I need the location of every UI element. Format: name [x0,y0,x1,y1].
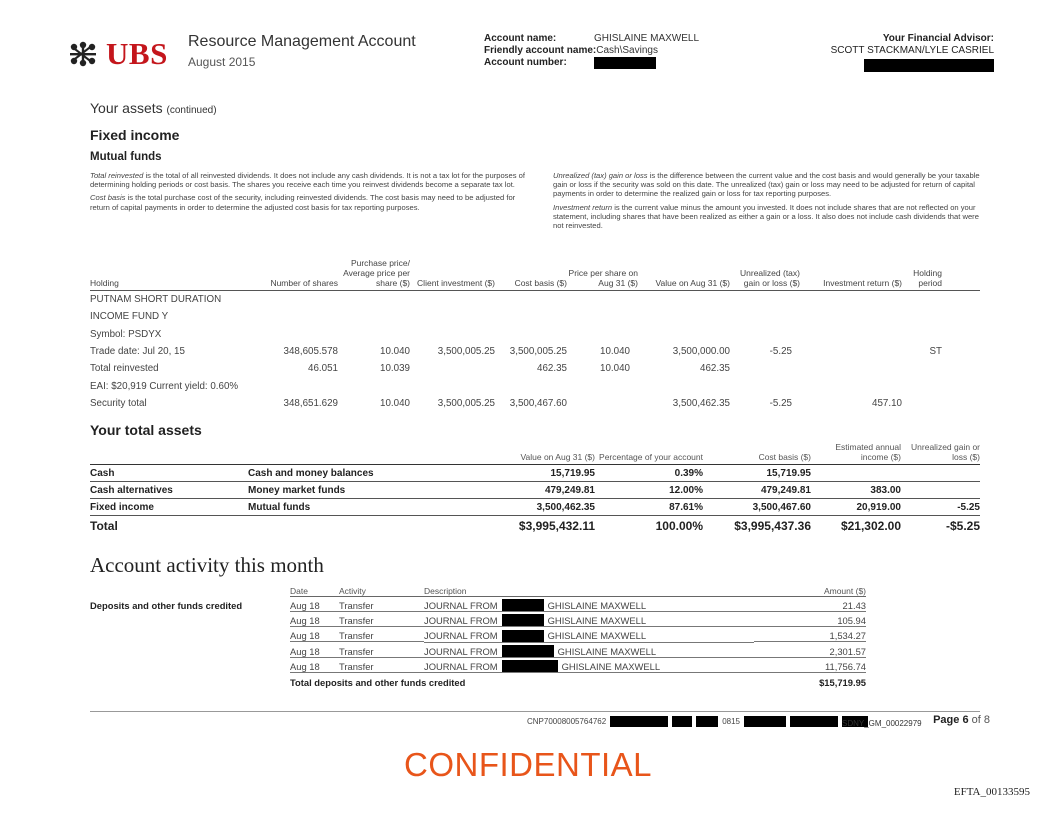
confidential-stamp: CONFIDENTIAL [403,746,653,783]
advisor-label: Your Financial Advisor: [882,33,994,44]
account-info [484,33,699,69]
activity-header-cell: Amount ($) [754,586,866,597]
table-cell: 3,500,000.00 [672,346,730,358]
definitions-left [90,171,526,216]
table-cell: 3,500,462.35 [536,501,595,513]
table-cell: 15,719.95 [766,467,811,479]
table-cell: 3,500,005.25 [437,397,495,409]
definition-text: is the current value minus the amount you invested. It does not include shares that are not reflected on your statement, including shares that have been realized as either a gain or a loss. It also does not include cash dividends that were not reinvested. [553,202,979,231]
table-cell: Aug 18 [290,661,339,673]
table-cell: Transfer [339,615,424,627]
table-cell: Fixed income [90,501,154,513]
definition-text: is the difference between the current value and the cost basis and would generally be your taxable gain or loss if the security was sold on this date. The unrealized (tax) gain or loss may need to be adjusted for return of capital payments in order to determine the realized gain or loss for tax reporting purposes. [553,171,980,199]
definition-paragraph [90,193,526,211]
table-cell: Transfer [339,646,424,658]
activity-table [90,585,866,690]
total-assets-header-cell: Unrealized gain or loss ($) [911,442,980,462]
table-cell: -5.25 [957,501,980,513]
table-cell: Aug 18 [290,630,339,642]
ubs-wordmark: UBS [106,36,168,71]
ubs-keys-icon [66,39,100,69]
footer-redaction [696,716,718,727]
table-cell: 462.35 [537,363,567,375]
section-fixed-income: Fixed income [90,127,180,143]
table-cell: Trade date: Jul 20, 15 [90,346,185,358]
footer-redaction [610,716,668,727]
total-assets-table [90,442,980,535]
footer-redaction [744,716,786,727]
table-cell: 479,249.81 [760,484,811,496]
advisor-name: SCOTT STACKMAN/LYLE CASRIEL [830,45,994,56]
activity-row [90,659,866,674]
table-cell: Security total [90,397,147,409]
statement-period: August 2015 [188,55,256,69]
activity-total-row [90,674,866,690]
description-text: JOURNAL FROM [424,599,498,611]
holdings-header-cell: Number of shares [270,278,338,288]
section-account-activity: Account activity this month [90,553,324,577]
table-cell: Cash alternatives [90,484,173,496]
total-assets-header-cell: Estimated annual income ($) [835,442,901,462]
table-cell [424,645,754,658]
table-cell: 10.039 [380,363,410,375]
assets-title-suffix: (continued) [166,105,217,116]
table-cell: EAI: $20,919 Current yield: 0.60% [90,380,239,392]
description-redaction [502,614,544,626]
table-cell [424,660,754,673]
table-cell: 457.10 [872,397,902,409]
total-assets-row [90,482,980,499]
table-cell: Transfer [339,630,424,642]
table-cell: 12.00% [669,484,703,496]
table-cell [424,599,754,612]
description-text: GHISLAINE MAXWELL [557,645,657,657]
activity-group-label: Deposits and other funds credited [90,600,243,612]
holdings-row [90,343,980,360]
holdings-header-cell: Unrealized (tax) gain or loss ($) [740,268,800,288]
activity-total-amount: $15,719.95 [819,676,866,688]
table-cell: 3,500,467.60 [509,397,567,409]
table-cell: 10.040 [600,346,630,358]
table-cell: 21.43 [754,600,866,612]
table-cell: 100.00% [655,518,703,533]
activity-header-row [90,585,866,598]
definitions-right [553,171,989,234]
activity-row [90,613,866,628]
table-cell: 10.040 [380,346,410,358]
table-cell: Aug 18 [290,646,339,658]
table-cell: 462.35 [700,363,730,375]
table-cell: Aug 18 [290,615,339,627]
definition-term: Unrealized (tax) gain or loss [553,171,648,180]
table-cell: Symbol: PSDYX [90,328,162,340]
table-cell: 1,534.27 [754,630,866,642]
section-title-assets [90,100,217,116]
total-assets-header-cell: Cost basis ($) [758,452,811,462]
holdings-row [90,291,980,308]
table-cell: Money market funds [248,484,346,496]
holdings-header-cell: Client investment ($) [417,278,495,288]
ubs-logo [66,36,168,72]
table-cell: $3,995,437.36 [734,518,811,533]
activity-total-label: Total deposits and other funds credited [290,676,466,688]
table-cell: -5.25 [769,346,792,358]
holdings-table [90,258,980,412]
table-cell: Cash and money balances [248,467,374,479]
table-cell: 383.00 [870,484,901,496]
table-cell: Mutual funds [248,501,311,513]
table-cell: 11,756.74 [754,661,866,673]
holdings-row [90,377,980,394]
holdings-header-cell: Holding [90,278,119,288]
total-assets-row [90,499,980,516]
activity-header-cell: Description [424,586,754,597]
efta-number: EFTA_00133595 [953,786,1030,798]
definition-term: Cost basis [90,193,126,203]
account-number-redaction [594,57,656,69]
account-name-value: GHISLAINE MAXWELL [594,33,700,44]
definition-text: is the total of all reinvested dividends. It does not include any cash dividends. It is not a tax lot for the purposes of determining holding periods or cost basis. The shares you receive each time you reinvest dividends become a separate tax lot. [90,171,525,190]
table-cell [424,614,754,627]
activity-row [90,644,866,659]
total-assets-header-row [90,442,980,465]
description-redaction [502,630,544,642]
section-total-assets: Your total assets [90,422,202,438]
table-cell: Cash [90,467,115,479]
description-text: JOURNAL FROM [424,630,498,642]
holdings-header-cell: Price per share on Aug 31 ($) [568,268,638,288]
table-cell [424,630,754,643]
total-assets-header-cell: Percentage of your account [599,452,703,462]
holdings-header-cell: Investment return ($) [823,278,902,288]
total-assets-header-cell: Value on Aug 31 ($) [520,452,595,462]
table-cell: 3,500,005.25 [509,346,567,358]
table-cell: 87.61% [669,501,703,513]
definition-term: Total reinvested [90,171,144,180]
page-current: 6 [962,714,969,726]
description-text: JOURNAL FROM [424,614,498,626]
definition-paragraph [553,203,989,231]
table-cell: 10.040 [600,363,630,375]
table-cell: 348,605.578 [283,346,338,358]
footer-code-prefix: CNP70008005764762 [527,717,607,726]
description-text: JOURNAL FROM [424,645,498,657]
activity-header-cell: Activity [339,586,424,597]
table-cell: PUTNAM SHORT DURATION [90,294,222,306]
table-cell: $21,302.00 [840,518,901,533]
table-cell: ST [929,346,942,358]
definition-paragraph [553,171,989,199]
holdings-header-cell: Purchase price/ Average price per share ($) [343,258,410,288]
table-cell: 20,919.00 [856,501,901,513]
holdings-row [90,395,980,412]
table-cell: $3,995,432.11 [518,518,595,533]
description-redaction [502,599,544,611]
definition-text: is the total purchase cost of the security, including reinvested dividends. The cost basis may need to be adjusted for return of capital payments in order to determine the adjusted cost basis for tax reporting purposes. [90,193,516,212]
table-cell: Transfer [339,600,424,612]
table-cell: INCOME FUND Y [90,311,169,323]
description-redaction [502,645,554,657]
description-text: GHISLAINE MAXWELL [547,599,647,611]
page-total: of 8 [971,714,990,726]
holdings-header-cell: Value on Aug 31 ($) [655,278,730,288]
footer-divider [90,711,980,712]
advisor-info [831,33,994,76]
definition-term: Investment return [553,202,613,212]
table-cell: 46.051 [308,363,338,375]
footer-code-mid: 0815 [722,717,740,726]
definition-paragraph [90,171,526,189]
table-cell: Total [90,518,118,533]
holdings-row [90,360,980,377]
table-cell: 479,249.81 [544,484,595,496]
assets-title: Your assets [90,100,163,116]
activity-header-cell: Date [290,586,339,597]
holdings-header-cell: Cost basis ($) [514,278,567,288]
table-cell: 348,651.629 [283,397,338,409]
subsection-mutual-funds: Mutual funds [90,151,162,163]
footer-code [527,716,868,727]
description-redaction [502,660,558,672]
total-assets-total-row [90,516,980,535]
total-assets-row [90,465,980,482]
table-cell: 3,500,462.35 [672,397,730,409]
table-cell: 3,500,005.25 [437,346,495,358]
description-text: GHISLAINE MAXWELL [561,660,661,672]
table-cell: 3,500,467.60 [752,501,811,513]
table-cell: -5.25 [769,397,792,409]
holdings-header-row [90,258,980,291]
account-name-label: Account name: [484,33,557,44]
table-cell: -$5.25 [945,518,980,533]
footer-redaction [672,716,692,727]
statement-title: Resource Management Account [188,33,416,50]
friendly-name-value: Cash\Savings [596,45,658,56]
bates-number: SDNY_GM_00022979 [842,719,922,728]
footer-redaction [790,716,838,727]
account-number-label: Account number: [484,57,567,68]
activity-row [90,598,866,613]
table-cell: 105.94 [754,615,866,627]
table-cell: 10.040 [380,397,410,409]
description-text: GHISLAINE MAXWELL [547,614,647,626]
friendly-name-label: Friendly account name: [484,45,597,56]
table-cell: 2,301.57 [754,646,866,658]
holdings-row [90,308,980,325]
holdings-header-cell: Holding period [913,268,942,288]
holdings-row [90,326,980,343]
activity-row [90,629,866,644]
advisor-redaction [864,59,994,72]
table-cell: Total reinvested [90,363,159,375]
page-label: Page [933,714,960,726]
table-cell: Aug 18 [290,600,339,612]
description-text: JOURNAL FROM [424,660,498,672]
page-number [933,714,990,726]
table-cell: Transfer [339,661,424,673]
description-text: GHISLAINE MAXWELL [547,630,647,642]
table-cell: 0.39% [674,467,703,479]
table-cell: 15,719.95 [550,467,595,479]
